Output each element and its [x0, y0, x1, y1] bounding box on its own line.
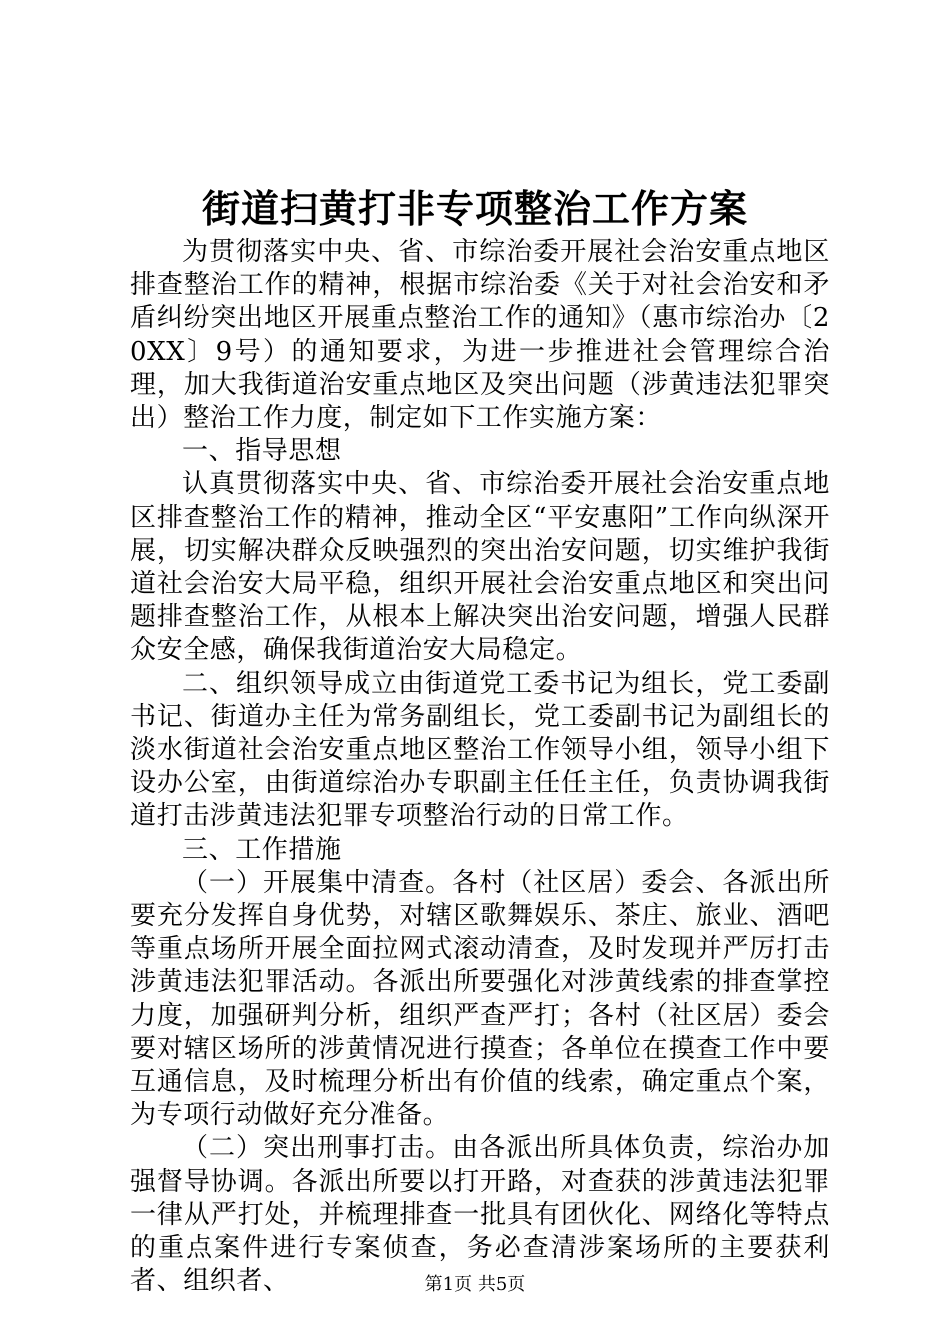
document-body: [130, 236, 830, 1299]
organization-leadership-paragraph: 二、组织领导成立由街道党工委书记为组长，党工委副书记、街道办主任为常务副组长，党工委副书记为副组长的淡水街道社会治安重点地区整治工作领导小组，领导小组下设办公室，由街道综治办专职副主任任主任，负责协调我街道打击涉黄违法犯罪专项整治行动的日常工作。: [130, 668, 830, 832]
page-footer: 第1页 共5页: [424, 1274, 526, 1295]
intro-paragraph: 为贯彻落实中央、省、市综治委开展社会治安重点地区排查整治工作的精神，根据市综治委《关于对社会治安和矛盾纠纷突出地区开展重点整治工作的通知》（惠市综治办〔20XX〕9号）的通知要求，为进一步推进社会管理综合治理，加大我街道治安重点地区及突出问题（涉黄违法犯罪突出）整治工作力度，制定如下工作实施方案：: [130, 237, 830, 434]
section-heading-guiding-ideology: 一、指导思想: [182, 436, 342, 467]
guiding-ideology-paragraph: 认真贯彻落实中央、省、市综治委开展社会治安重点地区排查整治工作的精神，推动全区“平安惠阳”工作向纵深开展，切实解决群众反映强烈的突出治安问题，切实维护我街道社会治安大局平稳，组织开展社会治安重点地区和突出问题排查整治工作，从根本上解决突出治安问题，增强人民群众安全感，确保我街道治安大局稳定。: [130, 469, 830, 666]
section-heading-work-measures: 三、工作措施: [182, 834, 342, 865]
document-title: 街道扫黄打非专项整治工作方案: [201, 186, 748, 231]
measure-2-paragraph: （二）突出刑事打击。由各派出所具体负责，综治办加强督导协调。各派出所要以打开路，对查获的涉黄违法犯罪一律从严打处，并梳理排查一批具有团伙化、网络化等特点的重点案件进行专案侦查，务必查清涉案场所的主要获利者、组织者、: [130, 1133, 830, 1297]
measure-1-paragraph: （一）开展集中清查。各村（社区居）委会、各派出所要充分发挥自身优势，对辖区歌舞娱乐、茶庄、旅业、酒吧等重点场所开展全面拉网式滚动清查，及时发现并严厉打击涉黄违法犯罪活动。各派出所要强化对涉黄线索的排查掌控力度，加强研判分析，组织严查严打；各村（社区居）委会要对辖区场所的涉黄情况进行摸查；各单位在摸查工作中要互通信息，及时梳理分析出有价值的线索，确定重点个案，为专项行动做好充分准备。: [130, 867, 830, 1131]
